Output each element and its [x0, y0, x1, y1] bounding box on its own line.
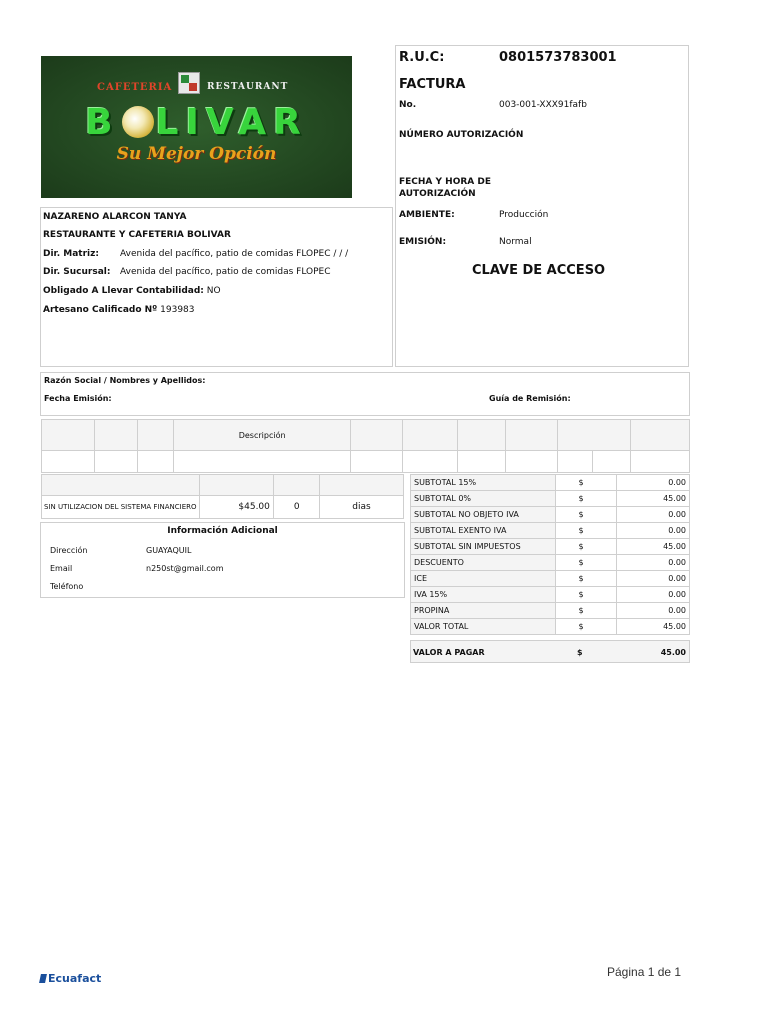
invoice-number-label: No. — [399, 100, 417, 110]
ruc-value: 0801573783001 — [499, 50, 617, 65]
item-cell — [506, 451, 558, 473]
items-table — [41, 419, 690, 473]
payment-header-cell — [199, 475, 273, 496]
additional-value: n250st@gmail.com — [146, 564, 224, 573]
totals-currency: $ — [555, 555, 616, 571]
ruc-label: R.U.C: — [399, 50, 445, 65]
totals-amount: 0.00 — [616, 523, 689, 539]
payment-header-cell — [42, 475, 200, 496]
totals-label: VALOR TOTAL — [411, 619, 556, 635]
logo-restaurant-text: RESTAURANT — [207, 82, 289, 92]
totals-row — [411, 619, 690, 635]
totals-currency: $ — [555, 523, 616, 539]
issuer-business: RESTAURANTE Y CAFETERIA BOLIVAR — [43, 230, 231, 240]
additional-label: Teléfono — [50, 582, 84, 591]
item-cell — [458, 451, 506, 473]
description-header: Descripción — [173, 420, 351, 451]
totals-amount: 45.00 — [616, 491, 689, 507]
totals-amount: 0.00 — [616, 475, 689, 491]
payment-header-cell — [273, 475, 319, 496]
totals-label: ICE — [411, 571, 556, 587]
invoice-number-value: 003-001-XXX91fafb — [499, 100, 587, 110]
totals-currency: $ — [555, 491, 616, 507]
emision-value: Normal — [499, 237, 532, 247]
issuer-name: NAZARENO ALARCON TANYA — [43, 212, 187, 222]
totals-row — [411, 475, 690, 491]
items-header-row — [42, 420, 690, 451]
totals-currency: $ — [555, 603, 616, 619]
authorization-label: NÚMERO AUTORIZACIÓN — [399, 130, 524, 140]
totals-currency: $ — [555, 539, 616, 555]
totals-currency: $ — [555, 507, 616, 523]
item-cell — [42, 451, 95, 473]
items-row — [42, 451, 690, 473]
payment-header-cell — [320, 475, 404, 496]
amount-due-label: VALOR A PAGAR — [413, 648, 485, 657]
logo-brand-rest: LIVAR — [155, 102, 308, 143]
header-cell — [557, 420, 630, 451]
payment-method: SIN UTILIZACION DEL SISTEMA FINANCIERO — [42, 496, 200, 519]
contabilidad-line — [43, 286, 221, 296]
totals-row — [411, 539, 690, 555]
contabilidad-label: Obligado A Llevar Contabilidad: — [43, 286, 204, 296]
auth-datetime-label-2: AUTORIZACIÓN — [399, 189, 476, 199]
totals-label: PROPINA — [411, 603, 556, 619]
amount-due-value: 45.00 — [660, 648, 686, 657]
artesano-label: Artesano Calificado Nº — [43, 305, 158, 315]
totals-currency: $ — [555, 571, 616, 587]
auth-datetime-label-1: FECHA Y HORA DE — [399, 177, 492, 187]
amount-due-currency: $ — [577, 648, 583, 657]
header-cell — [138, 420, 173, 451]
artesano-line — [43, 305, 195, 315]
totals-amount: 0.00 — [616, 507, 689, 523]
item-cell — [94, 451, 138, 473]
totals-amount: 45.00 — [616, 539, 689, 555]
ecuafact-logo — [40, 972, 101, 985]
logo-slogan: Su Mejor Opción — [116, 144, 277, 164]
fecha-emision-label: Fecha Emisión: — [44, 394, 112, 403]
artesano-value: 193983 — [160, 305, 195, 315]
logo-brand-b: B — [85, 102, 120, 143]
totals-label: DESCUENTO — [411, 555, 556, 571]
item-cell — [557, 451, 630, 473]
totals-row — [411, 523, 690, 539]
guia-remision-label: Guía de Remisión: — [489, 394, 571, 403]
payment-amount: $45.00 — [199, 496, 273, 519]
header-cell — [458, 420, 506, 451]
item-cell — [173, 451, 351, 473]
ecuafact-brand-text: Ecuafact — [48, 972, 102, 985]
totals-label: SUBTOTAL SIN IMPUESTOS — [411, 539, 556, 555]
header-cell — [351, 420, 403, 451]
sucursal-label: Dir. Sucursal: — [43, 267, 111, 277]
totals-currency: $ — [555, 619, 616, 635]
payment-unit: dias — [320, 496, 404, 519]
emision-label: EMISIÓN: — [399, 237, 447, 247]
access-key-label: CLAVE DE ACCESO — [472, 263, 606, 278]
logo-brand — [41, 102, 352, 143]
totals-label: SUBTOTAL 0% — [411, 491, 556, 507]
totals-row — [411, 571, 690, 587]
totals-currency: $ — [555, 475, 616, 491]
additional-label: Email — [50, 564, 73, 573]
invoice-header-box — [395, 45, 689, 367]
item-cell — [351, 451, 403, 473]
ambiente-value: Producción — [499, 210, 549, 220]
totals-amount: 0.00 — [616, 603, 689, 619]
totals-amount: 0.00 — [616, 571, 689, 587]
razon-social-label: Razón Social / Nombres y Apellidos: — [44, 376, 206, 385]
logo-cafeteria-text: CAFETERIA — [97, 82, 173, 93]
logo-ball-icon — [122, 106, 154, 138]
payment-term: 0 — [273, 496, 319, 519]
totals-row — [411, 507, 690, 523]
matriz-value: Avenida del pacífico, patio de comidas FLOPEC / / / — [120, 249, 349, 259]
item-cell — [630, 451, 689, 473]
matriz-label: Dir. Matriz: — [43, 249, 99, 259]
totals-amount: 45.00 — [616, 619, 689, 635]
header-cell — [506, 420, 558, 451]
ambiente-label: AMBIENTE: — [399, 210, 455, 220]
doc-type: FACTURA — [399, 77, 466, 92]
header-cell — [94, 420, 138, 451]
payment-row — [42, 496, 404, 519]
item-cell — [402, 451, 457, 473]
logo-badge-icon — [178, 72, 200, 94]
totals-row — [411, 491, 690, 507]
totals-row — [411, 587, 690, 603]
totals-amount: 0.00 — [616, 587, 689, 603]
payment-header-row — [42, 475, 404, 496]
totals-label: SUBTOTAL 15% — [411, 475, 556, 491]
header-cell — [402, 420, 457, 451]
totals-label: SUBTOTAL NO OBJETO IVA — [411, 507, 556, 523]
page-indicator: Página 1 de 1 — [607, 965, 682, 979]
totals-table — [410, 474, 690, 635]
totals-row — [411, 555, 690, 571]
header-cell — [630, 420, 689, 451]
ecuafact-logo-icon — [39, 974, 47, 983]
header-cell — [42, 420, 95, 451]
totals-label: SUBTOTAL EXENTO IVA — [411, 523, 556, 539]
additional-info-title: Información Adicional — [167, 526, 278, 536]
totals-amount: 0.00 — [616, 555, 689, 571]
additional-label: Dirección — [50, 546, 88, 555]
totals-currency: $ — [555, 587, 616, 603]
totals-label: IVA 15% — [411, 587, 556, 603]
sucursal-value: Avenida del pacífico, patio de comidas FLOPEC — [120, 267, 331, 277]
additional-value: GUAYAQUIL — [146, 546, 192, 555]
totals-row — [411, 603, 690, 619]
company-logo — [41, 56, 352, 198]
item-cell — [138, 451, 173, 473]
payment-table — [41, 474, 404, 519]
contabilidad-value: NO — [206, 286, 221, 296]
